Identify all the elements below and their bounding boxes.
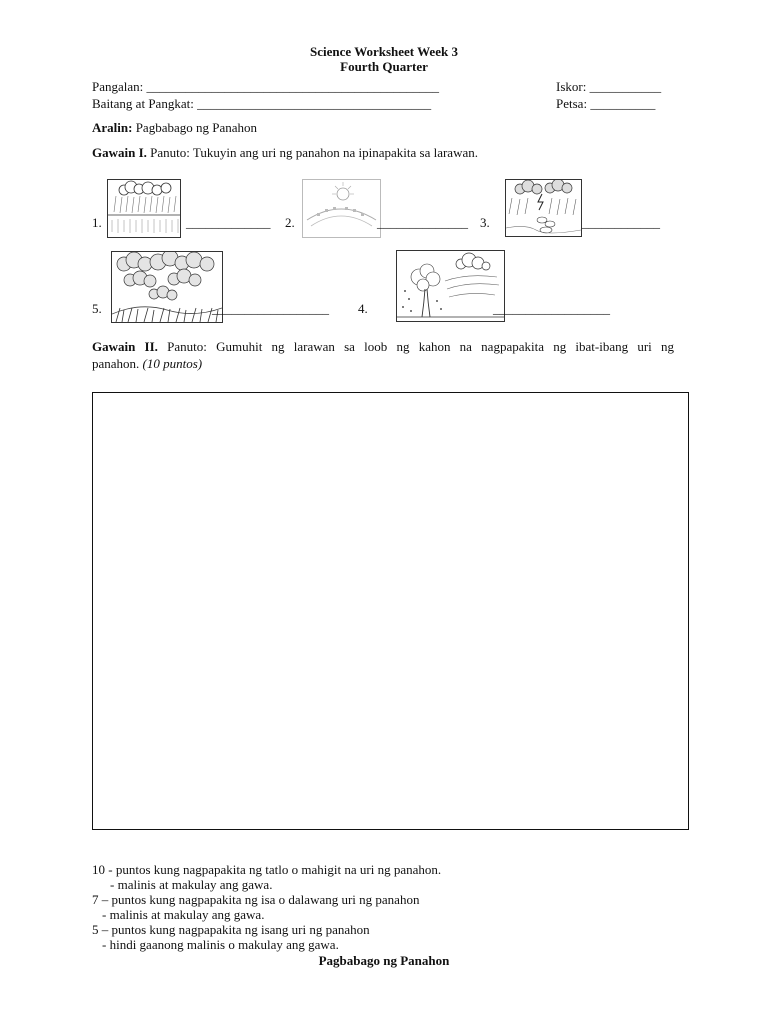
activity2-instruction-end: panahon. (92, 356, 140, 371)
activity2-instruction-text: Panuto: Gumuhit ng larawan sa loob ng kahon na nagpapakita ng ibat-ibang uri ng (167, 339, 674, 354)
activity1-label: Gawain I. (92, 145, 147, 160)
activity1-instruction: Panuto: Tukuyin ang uri ng panahon na ipinapakita sa larawan. (150, 145, 478, 160)
drawing-box[interactable] (92, 392, 689, 830)
item-5-answer-line[interactable]: __________________ (212, 301, 329, 316)
name-field[interactable] (92, 79, 439, 95)
rubric-line-6: - hindi gaanong malinis o makulay ang gawa. (102, 937, 339, 952)
cloudy-weather-icon (111, 251, 223, 323)
stormy-weather-icon (505, 179, 582, 237)
activity2-instruction-line1 (92, 337, 674, 356)
activity2-instruction-line2 (92, 356, 202, 372)
item-4-number: 4. (358, 301, 368, 316)
name-line: _____________________________________________ (146, 79, 440, 94)
rainy-weather-icon (107, 179, 181, 238)
rubric-line-5: 5 – puntos kung nagpapakita ng isang uri ng panahon (92, 922, 370, 937)
item-2-answer-line[interactable]: ______________ (377, 215, 468, 230)
score-label: Iskor: (556, 79, 587, 94)
grade-section-label: Baitang at Pangkat: (92, 96, 194, 111)
grade-section-field[interactable] (92, 96, 431, 112)
item-1-answer-line[interactable]: _____________ (186, 215, 271, 230)
windy-weather-icon (396, 250, 505, 322)
activity2-points: (10 puntos) (142, 356, 203, 371)
rubric-line-4: - malinis at makulay ang gawa. (102, 907, 265, 922)
rubric-line-2: - malinis at makulay ang gawa. (110, 877, 273, 892)
item-5-number: 5. (92, 301, 102, 316)
lesson-line (92, 120, 257, 136)
name-label: Pangalan: (92, 79, 144, 94)
item-1-number: 1. (92, 215, 102, 230)
item-2-number: 2. (285, 215, 295, 230)
rubric-line-3: 7 – puntos kung nagpapakita ng isa o dalawang uri ng panahon (92, 892, 420, 907)
date-label: Petsa: (556, 96, 588, 111)
item-4-answer-line[interactable]: __________________ (493, 301, 610, 316)
rubric-line-1: 10 - puntos kung nagpapakita ng tatlo o mahigit na uri ng panahon. (92, 862, 442, 877)
item-3-number: 3. (480, 215, 490, 230)
activity2-label: Gawain II. (92, 339, 158, 354)
grade-section-line: ____________________________________ (197, 96, 432, 111)
footer-title: Pagbabago ng Panahon (318, 953, 450, 968)
date-line: __________ (590, 96, 656, 111)
score-line: ___________ (589, 79, 662, 94)
activity1-heading (92, 145, 478, 161)
worksheet-subtitle: Fourth Quarter (340, 59, 428, 74)
date-field[interactable] (556, 96, 655, 112)
lesson-label: Aralin: (92, 120, 133, 135)
item-3-answer-line[interactable]: ____________ (582, 215, 660, 230)
lesson-topic: Pagbabago ng Panahon (135, 120, 258, 135)
worksheet-title: Science Worksheet Week 3 (310, 44, 458, 59)
score-field[interactable] (556, 79, 661, 95)
sunny-weather-icon (302, 179, 381, 238)
